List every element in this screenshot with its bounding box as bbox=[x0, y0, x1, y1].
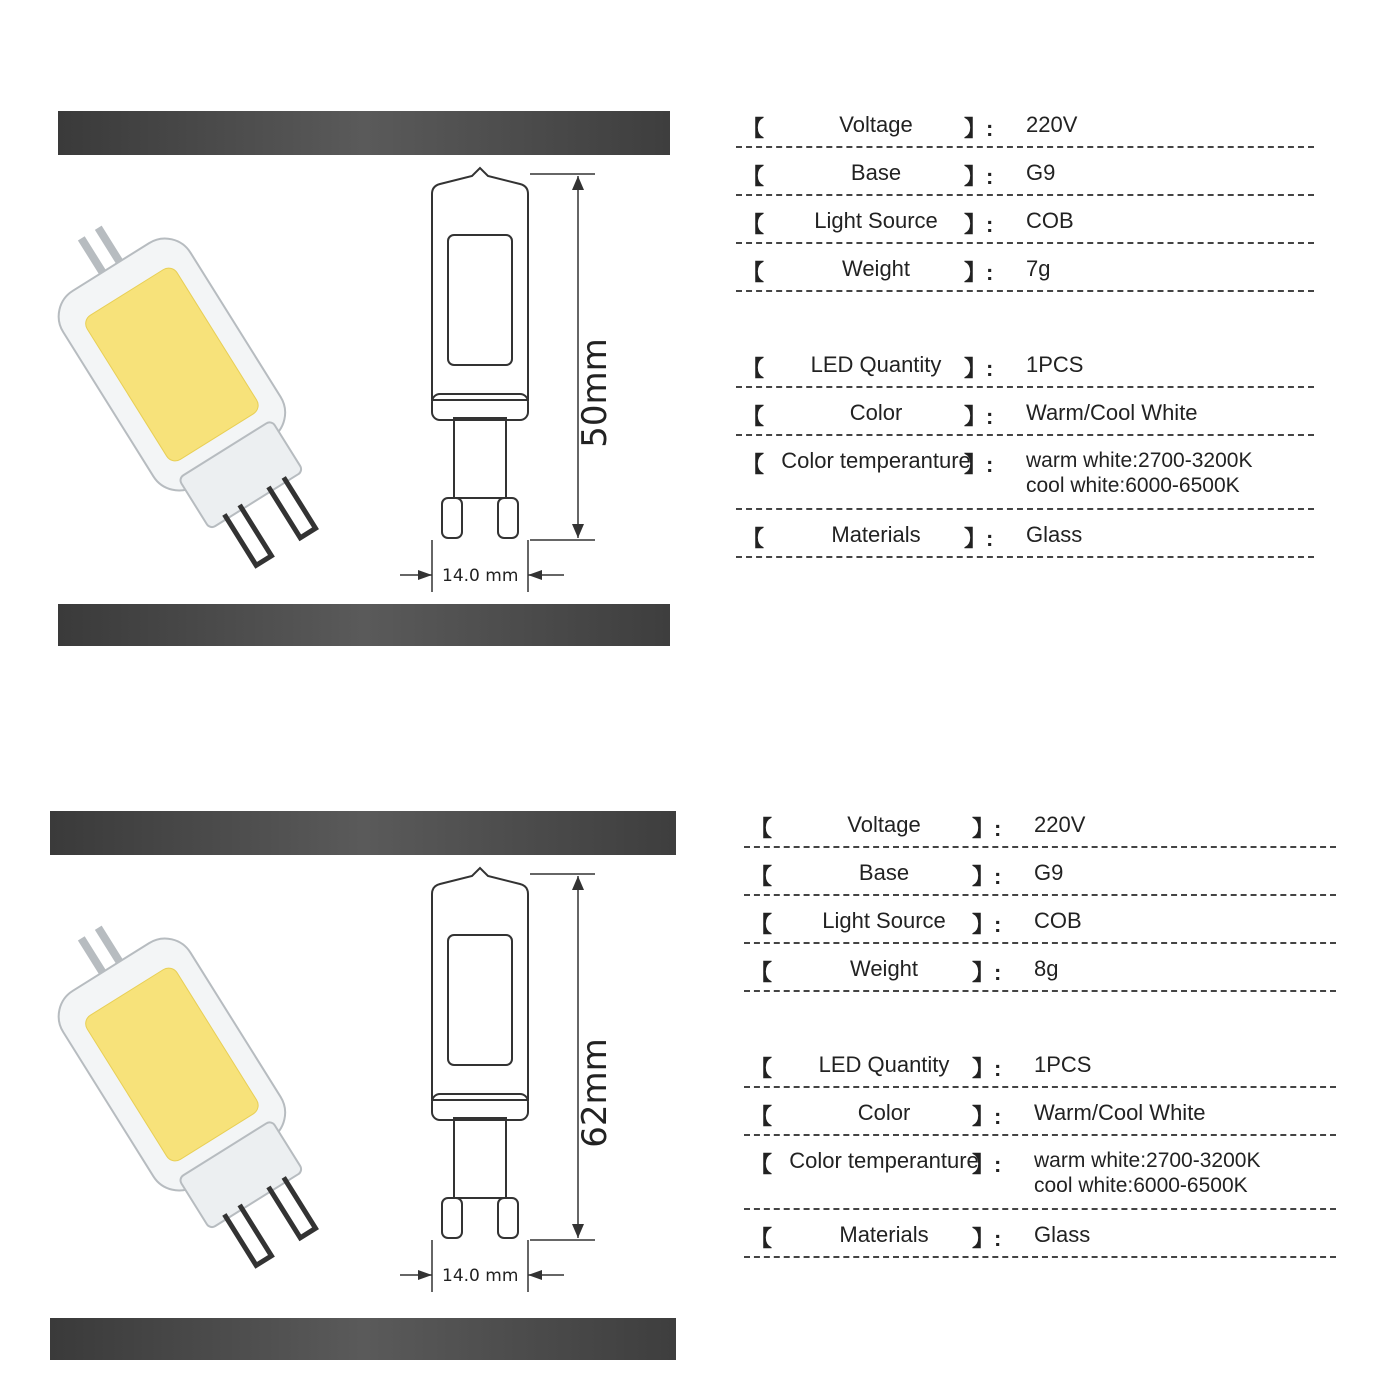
spec-key: Materials bbox=[831, 522, 921, 547]
spec-value: 1PCS bbox=[1026, 352, 1084, 377]
bulb-photo bbox=[0, 900, 420, 1300]
spec-value: Glass bbox=[1026, 522, 1083, 547]
spec-key: Weight bbox=[841, 256, 911, 281]
spec-row: 【 Base 】: G9 bbox=[744, 848, 1336, 896]
decor-bar-top bbox=[58, 111, 670, 155]
spec-key: LED Quantity bbox=[810, 352, 942, 377]
spec-row: 【 Materials 】: Glass bbox=[744, 1210, 1336, 1258]
spec-value: COB bbox=[1026, 208, 1074, 233]
spec-key: Light Source bbox=[814, 208, 938, 233]
spec-row: 【 Base 】: G9 bbox=[736, 148, 1314, 196]
width-dimension-label: 14.0 mm bbox=[442, 1266, 519, 1286]
spec-key: Light Source bbox=[822, 908, 946, 933]
spec-value: Warm/Cool White bbox=[1026, 400, 1198, 425]
spec-key: Base bbox=[858, 860, 910, 885]
spec-key: Voltage bbox=[847, 812, 921, 837]
spec-row: 【 Light Source 】: COB bbox=[736, 196, 1314, 244]
spec-row: 【 Voltage 】: 220V bbox=[736, 100, 1314, 148]
spec-value: 1PCS bbox=[1034, 1052, 1092, 1077]
spec-row: 【 Color 】: Warm/Cool White bbox=[736, 388, 1314, 436]
spec-row: 【 Color temperanture 】: warm white:2700-3200K cool white:6000-6500K bbox=[736, 436, 1314, 510]
spec-row: 【 LED Quantity 】: 1PCS bbox=[736, 340, 1314, 388]
decor-bar-top bbox=[50, 811, 676, 855]
decor-bar-bottom bbox=[50, 1318, 676, 1360]
spec-key: Color bbox=[857, 1100, 911, 1125]
spec-row: 【 Color temperanture 】: warm white:2700-3200K cool white:6000-6500K bbox=[744, 1136, 1336, 1210]
spec-table bbox=[744, 800, 1336, 1258]
bulb-photo bbox=[0, 200, 420, 600]
width-dimension-label: 14.0 mm bbox=[442, 566, 519, 586]
spec-row: 【 Weight 】: 8g bbox=[744, 944, 1336, 992]
spec-value: Warm/Cool White bbox=[1034, 1100, 1206, 1125]
spec-value: warm white:2700-3200K cool white:6000-6500K bbox=[1026, 449, 1253, 497]
spec-value: 220V bbox=[1026, 112, 1078, 137]
spec-row: 【 LED Quantity 】: 1PCS bbox=[744, 1040, 1336, 1088]
spec-key: Voltage bbox=[839, 112, 913, 137]
spec-row: 【 Color 】: Warm/Cool White bbox=[744, 1088, 1336, 1136]
spec-value: 7g bbox=[1026, 256, 1051, 281]
spec-key: Materials bbox=[839, 1222, 929, 1247]
spec-key: Color temperanture bbox=[789, 1148, 979, 1173]
spec-row: 【 Light Source 】: COB bbox=[744, 896, 1336, 944]
height-dimension-label: 50mm bbox=[574, 338, 615, 448]
spec-value: G9 bbox=[1026, 160, 1056, 185]
spec-value: G9 bbox=[1034, 860, 1064, 885]
spec-key: Weight bbox=[849, 956, 919, 981]
spec-row: 【 Materials 】: Glass bbox=[736, 510, 1314, 558]
height-dimension-label: 62mm bbox=[574, 1038, 615, 1148]
spec-value: 220V bbox=[1034, 812, 1086, 837]
spec-key: Base bbox=[850, 160, 902, 185]
spec-row: 【 Voltage 】: 220V bbox=[744, 800, 1336, 848]
spec-value: COB bbox=[1034, 908, 1082, 933]
spec-row: 【 Weight 】: 7g bbox=[736, 244, 1314, 292]
spec-table bbox=[736, 100, 1314, 558]
spec-value: warm white:2700-3200K cool white:6000-6500K bbox=[1034, 1149, 1261, 1197]
spec-key: Color bbox=[849, 400, 903, 425]
spec-key: LED Quantity bbox=[818, 1052, 950, 1077]
spec-panel-2 bbox=[0, 700, 1400, 1400]
spec-key: Color temperanture bbox=[781, 448, 971, 473]
spec-value: Glass bbox=[1034, 1222, 1091, 1247]
spec-value: 8g bbox=[1034, 956, 1059, 981]
